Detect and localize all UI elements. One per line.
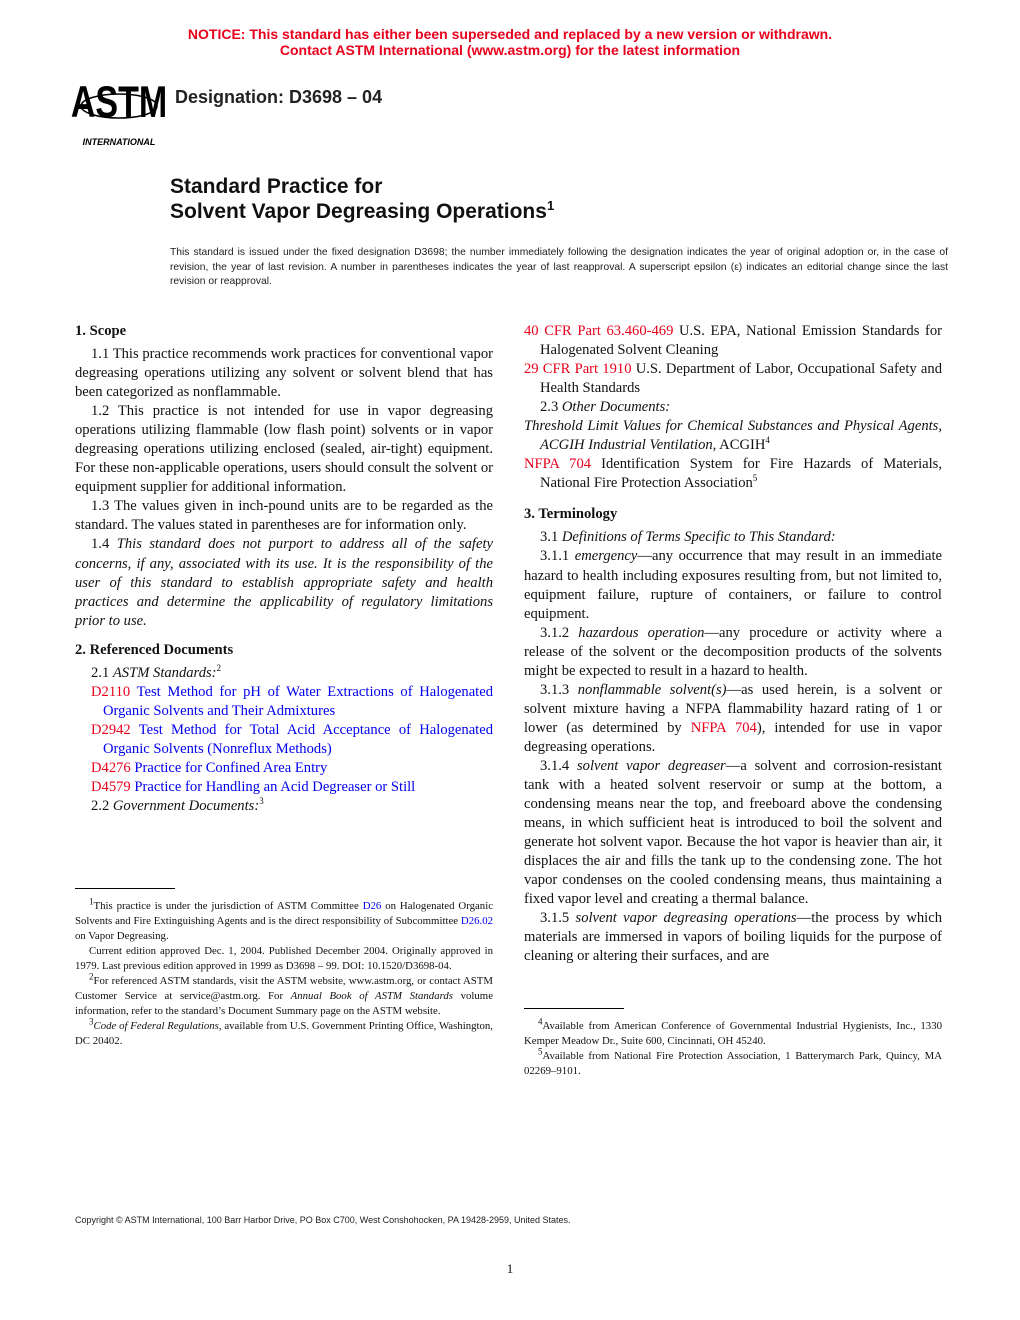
ref-link[interactable]: 40 CFR Part 63.460-469 [524, 323, 674, 339]
svg-text:ASTM: ASTM [70, 77, 168, 128]
para-2-2: 2.2 Government Documents:$^3$ [91, 796, 264, 815]
title-line-1: Standard Practice for [170, 175, 383, 198]
right-column [524, 322, 942, 967]
definition: 3.1.3 nonflammable solvent(s)—as used herein, is a solvent or solvent mixture having a NFPA flammability hazard rating of 1 or lower (as determined by NFPA 704), intended for use in vapor degreasing operations. [524, 681, 943, 755]
footnote-1: $^1$This practice is under the jurisdiction of ASTM Committee D26 on Halogenated Organic Solvents and Fire Extinguishing Agents and is the direct responsibility of Subcommittee D26.02 on Vapor Degreasing. [75, 896, 493, 942]
notice-line-2: Contact ASTM International (www.astm.org) for the latest information [279, 42, 741, 58]
definition: 3.1.4 solvent vapor degreaser—a solvent and corrosion-resistant tank with a heated solvent reservoir or sump at the bottom, a condensing means near the top, and freeboard above the condensing means, in which sufficient heat is introduced to boil the solvent and generate hot solvent vapor. Because the hot vapor is heavier than air, it displaces the air and fills the tank up to the condensing zone. The hot vapor condenses on the cooled condensing means, thus maintaining a fixed vapor level and creating a thermal balance. [524, 757, 942, 908]
para-3-1: 3.1 Definitions of Terms Specific to This Standard: [540, 529, 836, 546]
designation: Designation: D3698 – 04 [175, 87, 383, 107]
page-number: 1 [506, 1261, 514, 1276]
footnotes-right [524, 1016, 942, 1079]
astm-logo-icon [70, 77, 168, 148]
para-1-3: 1.3 The values given in inch-pound units are to be regarded as the standard. The values stated in parentheses are for information only. [75, 498, 493, 534]
supersede-notice [0, 26, 1020, 58]
definition: 3.1.1 emergency—any occurrence that may result in an immediate hazard to health including exposures resulting from, but not limited to, equipment failure, rupture of containers, or failure to control equipment. [524, 548, 942, 622]
notice-line-1: NOTICE: This standard has either been superseded and replaced by a new version or withdrawn. [187, 26, 833, 42]
para-2-1: 2.1 ASTM Standards:$^2$ [91, 662, 222, 681]
para-1-1: 1.1 This practice recommends work practices for conventional vapor degreasing operations utilizing any solvent or solvent blend that has been categorized as nonflammable. [75, 346, 493, 401]
title-line-2: Solvent Vapor Degreasing Operations [170, 200, 547, 223]
ref-item [75, 683, 493, 721]
section-heading-scope: 1. Scope [75, 323, 127, 339]
other-ref-item: NFPA 704 Identification System for Fire Hazards of Materials, National Fire Protection Association$^5$ [524, 456, 942, 492]
ref-title-link[interactable]: Test Method for pH of Water Extractions of Halogenated Organic Solvents and Their Admixtures [103, 683, 493, 719]
para-1-4: 1.4 This standard does not purport to address all of the safety concerns, if any, associated with its use. It is the responsibility of the user of this standard to establish appropriate safety and health practices and determine the applicability of regulatory limitations prior to use. [75, 536, 493, 629]
section-heading-referenced-documents: 2. Referenced Documents [75, 641, 234, 658]
ref-item [75, 778, 493, 797]
other-ref-item: Threshold Limit Values for Chemical Substances and Physical Agents, ACGIH Industrial Ventilation, ACGIH$^4$ [524, 418, 942, 454]
footnote-4: $^4$Available from American Conference of Governmental Industrial Hygienists, Inc., 1330 Kemper Meadow Dr., Suite 600, Cincinnati, OH 45240. [524, 1016, 942, 1047]
edition-note: Current edition approved Dec. 1, 2004. Published December 2004. Originally approved in 1979. Last previous edition approved in 1999 as D3698 – 99. DOI: 10.1520/D3698-04. [75, 945, 493, 972]
ref-link[interactable]: D4579 [91, 778, 131, 795]
footnote-2: $^2$For referenced ASTM standards, visit the ASTM website, www.astm.org, or contact ASTM Customer Service at service@astm.org. For Annual Book of ASTM Standards volume information, refer to the standard’s Document Summary page on the ASTM website. [75, 971, 493, 1017]
ref-title-link[interactable]: Test Method for Total Acid Acceptance of Halogenated Organic Solvents (Nonreflux Methods) [103, 721, 493, 757]
ref-link[interactable]: 29 CFR Part 1910 [524, 361, 632, 378]
footnotes-left [75, 896, 493, 1049]
definition: 3.1.5 solvent vapor degreasing operations—the process by which materials are immersed in vapors of boiling liquids for the purpose of cleaning or altering their surfaces, and are [524, 910, 942, 965]
section-heading-terminology: 3. Terminology [524, 506, 618, 523]
ref-item [75, 721, 493, 759]
footnote-divider [75, 888, 175, 889]
footnote-3: $^3$Code of Federal Regulations, available from U.S. Government Printing Office, Washington, DC 20402. [75, 1016, 493, 1047]
footnote-5: $^5$Available from National Fire Protection Association, 1 Batterymarch Park, Quincy, MA 02269–9101. [524, 1046, 942, 1077]
committee-link[interactable]: D26 [362, 900, 382, 912]
page-title [170, 174, 554, 224]
gov-ref-item: 29 CFR Part 1910 U.S. Department of Labor, Occupational Safety and Health Standards [524, 361, 942, 397]
footnote-divider [524, 1008, 624, 1009]
ref-title-link[interactable]: Practice for Confined Area Entry [134, 759, 328, 776]
ref-link[interactable]: D4276 [91, 759, 131, 776]
para-2-3: 2.3 Other Documents: [540, 399, 671, 416]
svg-text:INTERNATIONAL: INTERNATIONAL [82, 137, 156, 147]
gov-ref-item: 40 CFR Part 63.460-469 U.S. EPA, National Emission Standards for Halogenated Solvent Cleaning [524, 323, 943, 359]
subcommittee-link[interactable]: D26.02 [460, 915, 493, 927]
title-footnote-ref[interactable]: 1 [546, 198, 555, 213]
ref-link[interactable]: D2942 [91, 721, 131, 738]
ref-link[interactable]: NFPA 704 [524, 456, 592, 473]
left-column [75, 322, 493, 816]
definition: 3.1.2 hazardous operation—any procedure or activity where a release of the solvent or the decomposition products of the solvents might be expected to result in a hazard to health. [524, 624, 942, 679]
para-1-2: 1.2 This practice is not intended for use in vapor degreasing operations utilizing flammable (low flash point) solvents or in vapor degreasing operations utilizing enclosed (sealed, air-tight) equipment. For these non-applicable operations, users should consult the solvent or equipment supplier for additional information. [75, 403, 493, 496]
ref-title-link[interactable]: Practice for Handling an Acid Degreaser or Still [134, 778, 416, 795]
ref-item [75, 759, 493, 778]
nfpa-link[interactable]: NFPA 704 [690, 719, 757, 736]
copyright: Copyright © ASTM International, 100 Barr Harbor Drive, PO Box C700, West Conshohocken, PA 19428-2959, United States. [75, 1215, 571, 1225]
ref-link[interactable]: D2110 [91, 683, 131, 700]
issuance-statement: This standard is issued under the fixed designation D3698; the number immediately following the designation indicates the year of original adoption or, in the case of revision, the year of last revision. A number in parentheses indicates the year of last reapproval. A superscript epsilon (ε) indicates an editorial change since the last revision or reapproval. [170, 247, 948, 288]
